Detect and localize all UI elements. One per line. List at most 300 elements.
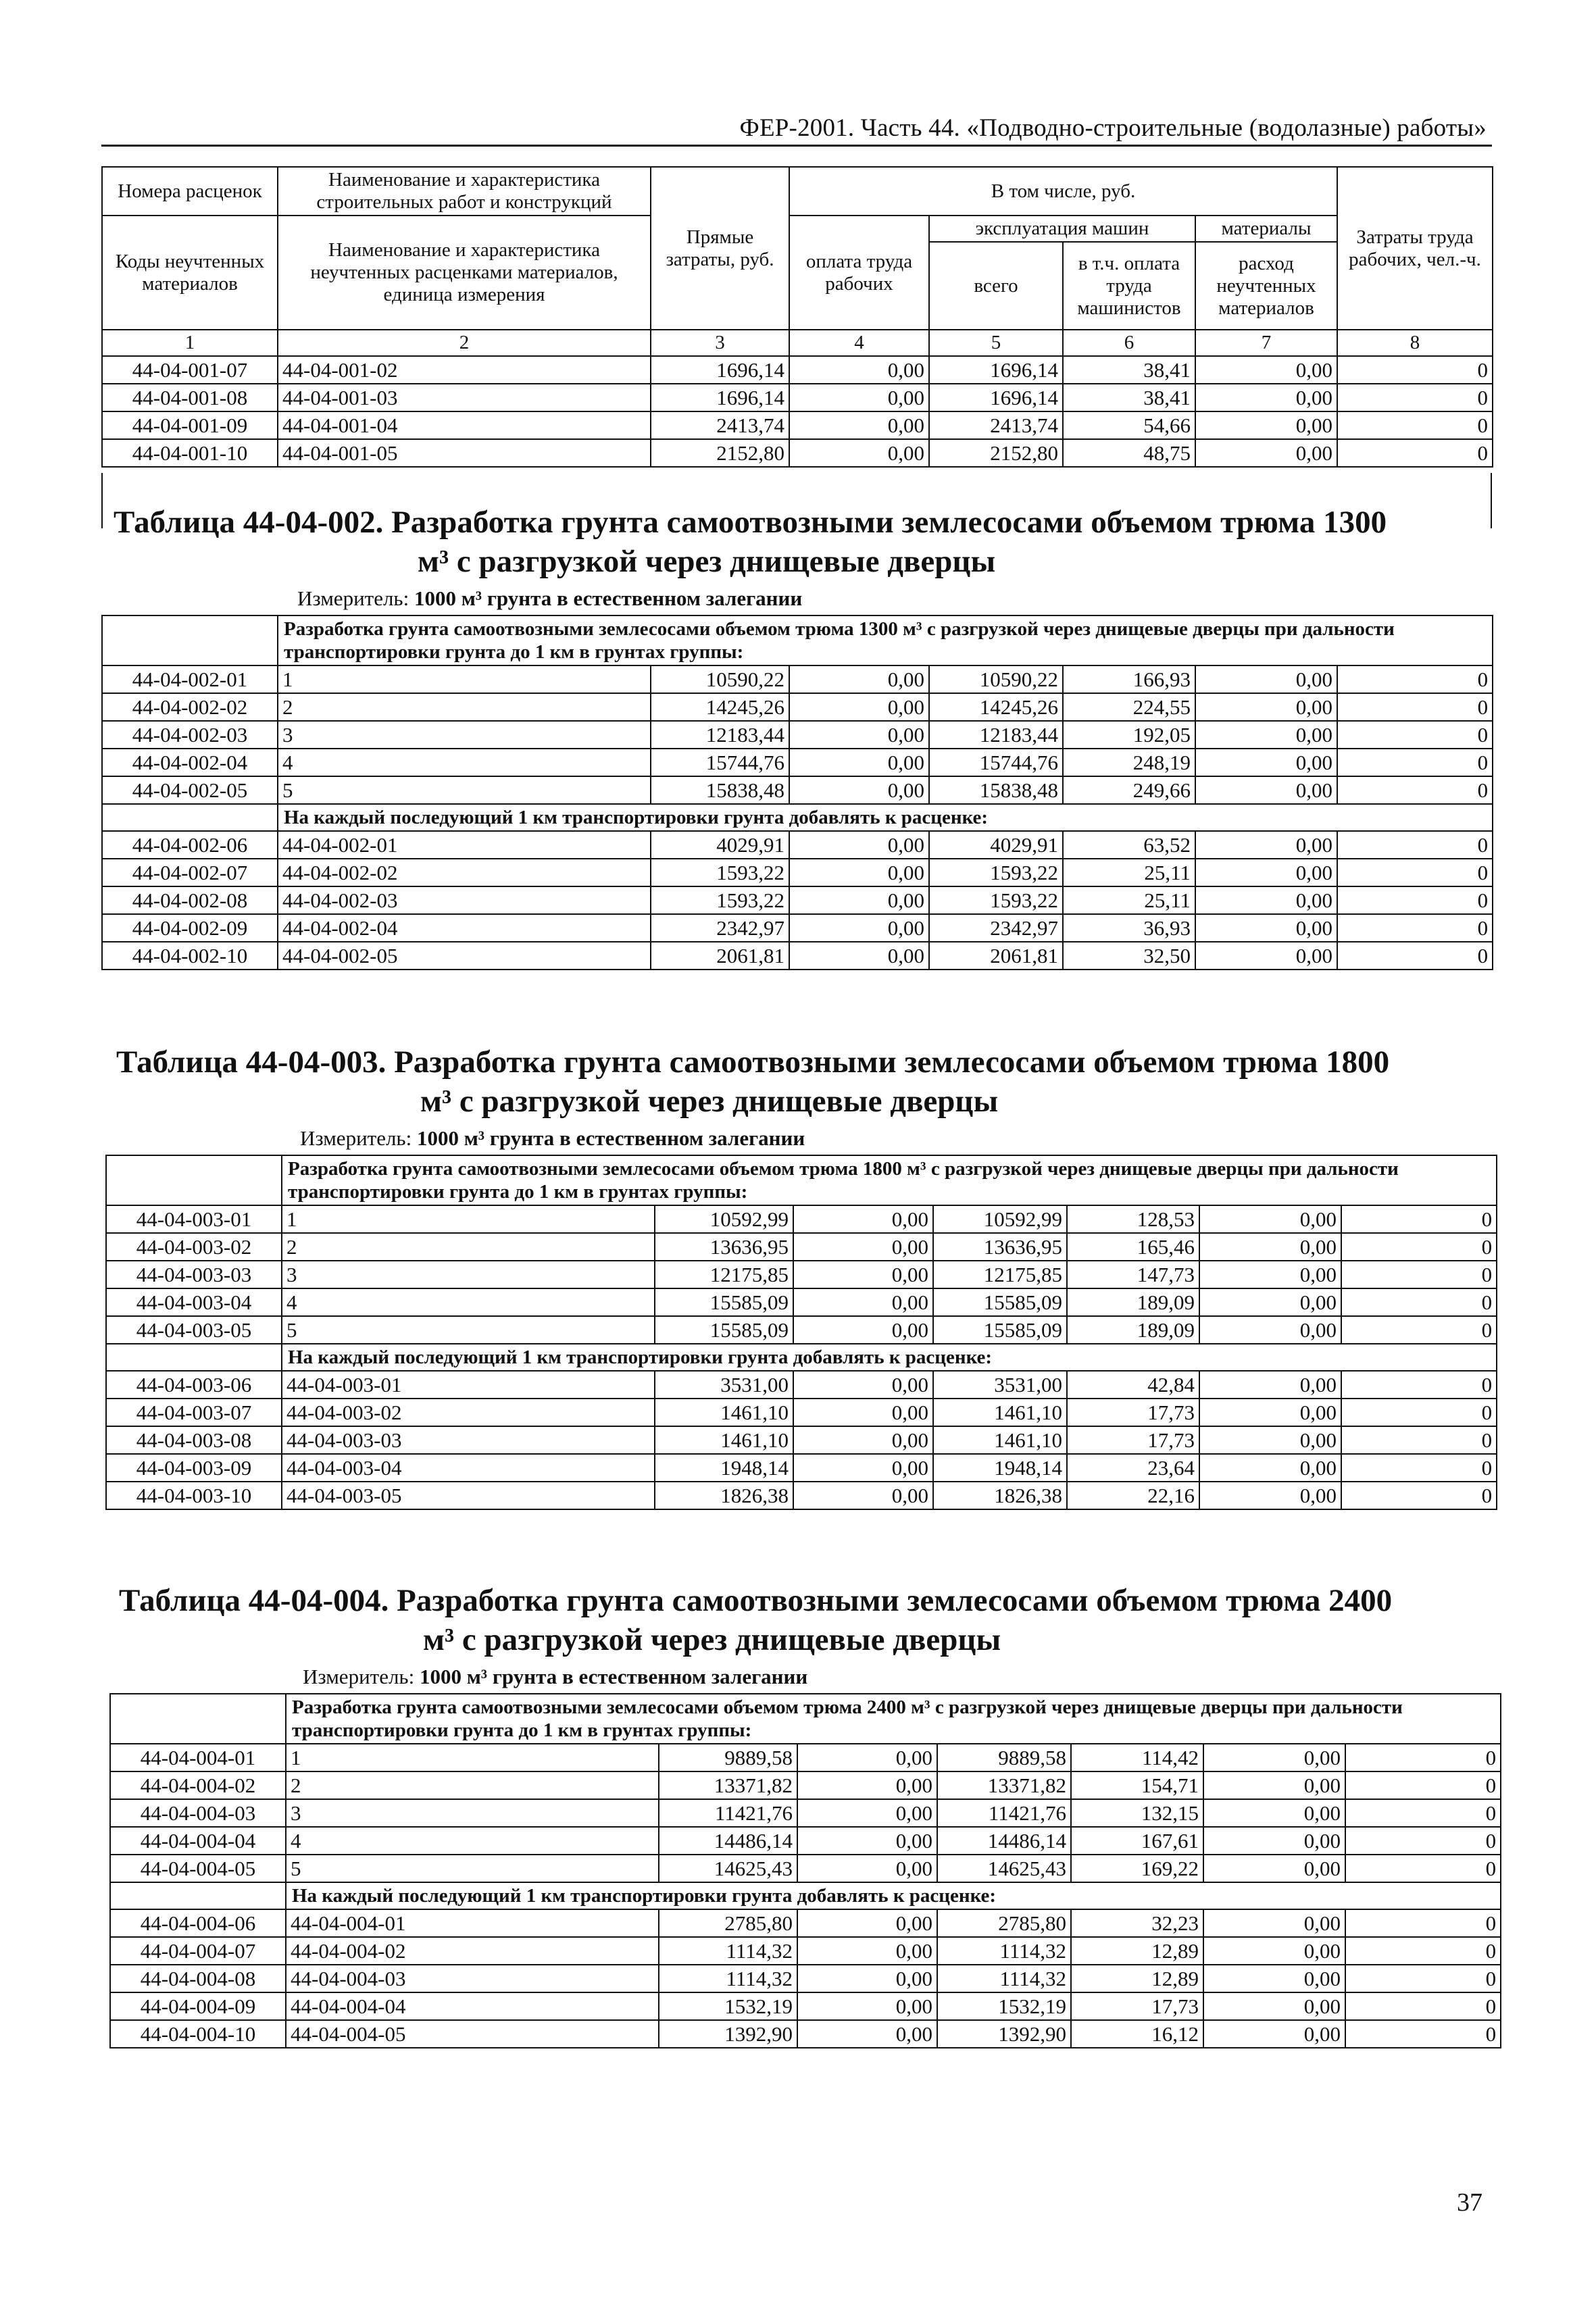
cost-value: 0 <box>1341 1316 1497 1344</box>
rate-code: 44-04-004-01 <box>110 1744 286 1771</box>
table-row <box>110 1771 1501 1799</box>
header-labor-hours: Затраты труда рабочих, чел.-ч. <box>1337 167 1493 330</box>
work-description: 44-04-004-03 <box>286 1965 659 1992</box>
column-number: 4 <box>789 330 929 356</box>
work-description: 2 <box>282 1233 655 1261</box>
cost-value: 0,00 <box>793 1399 933 1426</box>
rate-code: 44-04-003-06 <box>106 1371 282 1399</box>
rate-code: 44-04-001-07 <box>102 356 278 384</box>
rate-code: 44-04-004-09 <box>110 1992 286 2020</box>
cost-value: 1114,32 <box>937 1965 1071 1992</box>
rates-table-top <box>101 166 1493 468</box>
rates-table <box>109 1693 1501 2048</box>
cost-value: 2785,80 <box>937 1909 1071 1937</box>
cost-value: 1696,14 <box>929 384 1063 411</box>
table-subheading: Разработка грунта самоотвозными землесосами объемом трюма 1300 м³ с разгрузкой через днищевые дверцы при дальности транспортировки грунта до 1 км в грунтах группы: <box>278 615 1493 665</box>
cost-value: 4029,91 <box>651 831 789 859</box>
table-title-line1: Таблица 44-04-003. Разработка грунта самоотвозными землесосами объемом трюма 1800 <box>116 1045 1390 1080</box>
cost-value: 0 <box>1341 1371 1497 1399</box>
cost-value: 0 <box>1337 942 1493 970</box>
cost-value: 42,84 <box>1067 1371 1199 1399</box>
cost-value: 38,41 <box>1063 356 1195 384</box>
header-machines: эксплуатация машин <box>929 216 1195 242</box>
cost-value: 14486,14 <box>659 1827 797 1855</box>
cost-value: 169,22 <box>1071 1855 1203 1882</box>
work-description: 44-04-003-01 <box>282 1371 655 1399</box>
cost-value: 0 <box>1345 1909 1501 1937</box>
cost-value: 0,00 <box>789 859 929 886</box>
cost-value: 0,00 <box>797 1965 937 1992</box>
work-description: 1 <box>282 1205 655 1233</box>
table-row <box>102 665 1493 693</box>
rate-code: 44-04-004-02 <box>110 1771 286 1799</box>
rate-code: 44-04-004-05 <box>110 1855 286 1882</box>
cost-value: 1593,22 <box>651 859 789 886</box>
rate-code: 44-04-003-05 <box>106 1316 282 1344</box>
header-material-name: Наименование и характеристика неучтенных расценками материалов, единица измерения <box>278 216 651 330</box>
cost-value: 0 <box>1341 1482 1497 1509</box>
cost-value: 48,75 <box>1063 439 1195 467</box>
rate-code: 44-04-004-08 <box>110 1965 286 1992</box>
cost-value: 4029,91 <box>929 831 1063 859</box>
table-title-line2: м³ с разгрузкой через днищевые дверцы <box>418 544 996 579</box>
cost-value: 13371,82 <box>937 1771 1071 1799</box>
column-number: 1 <box>102 330 278 356</box>
cost-value: 0 <box>1345 1744 1501 1771</box>
rate-code: 44-04-001-09 <box>102 411 278 439</box>
cost-value: 17,73 <box>1067 1426 1199 1454</box>
empty-cell <box>102 615 278 665</box>
work-description: 4 <box>282 1288 655 1316</box>
cost-value: 63,52 <box>1063 831 1195 859</box>
cost-value: 32,50 <box>1063 942 1195 970</box>
cost-value: 0 <box>1337 831 1493 859</box>
measure-unit <box>303 1665 807 1689</box>
rate-code: 44-04-002-08 <box>102 886 278 914</box>
column-number: 5 <box>929 330 1063 356</box>
cost-value: 0,00 <box>1203 1855 1345 1882</box>
table-row <box>110 1965 1501 1992</box>
table-row <box>110 1799 1501 1827</box>
cost-value: 0 <box>1337 693 1493 721</box>
cost-value: 15585,09 <box>655 1316 793 1344</box>
cost-value: 10590,22 <box>651 665 789 693</box>
measure-value: 1000 м³ грунта в естественном залегании <box>419 1665 808 1688</box>
cost-value: 0,00 <box>789 693 929 721</box>
rate-code: 44-04-004-06 <box>110 1909 286 1937</box>
additional-km-heading: На каждый последующий 1 км транспортировки грунта добавлять к расценке: <box>286 1882 1501 1909</box>
table-row <box>106 1482 1497 1509</box>
cost-value: 2061,81 <box>651 942 789 970</box>
empty-cell <box>102 804 278 831</box>
table-row <box>102 439 1493 467</box>
cost-value: 0,00 <box>793 1316 933 1344</box>
cost-value: 10592,99 <box>655 1205 793 1233</box>
work-description: 44-04-002-04 <box>278 914 651 942</box>
cost-value: 114,42 <box>1071 1744 1203 1771</box>
cost-value: 12183,44 <box>929 721 1063 749</box>
empty-cell <box>110 1694 286 1744</box>
table-row <box>102 693 1493 721</box>
table-row <box>106 1233 1497 1261</box>
cost-value: 0,00 <box>1203 1799 1345 1827</box>
cost-value: 1826,38 <box>655 1482 793 1509</box>
cost-value: 0 <box>1345 2020 1501 2048</box>
cost-value: 10592,99 <box>933 1205 1067 1233</box>
cost-value: 0,00 <box>793 1288 933 1316</box>
cost-value: 13636,95 <box>933 1233 1067 1261</box>
cost-value: 0,00 <box>797 1909 937 1937</box>
cost-value: 0,00 <box>793 1233 933 1261</box>
cost-value: 15585,09 <box>933 1316 1067 1344</box>
work-description: 44-04-002-03 <box>278 886 651 914</box>
rate-code: 44-04-001-10 <box>102 439 278 467</box>
cost-value: 0 <box>1337 411 1493 439</box>
cost-value: 23,64 <box>1067 1454 1199 1482</box>
header-rule <box>101 145 1492 147</box>
work-description: 5 <box>282 1316 655 1344</box>
work-description: 44-04-001-02 <box>278 356 651 384</box>
cost-value: 1392,90 <box>659 2020 797 2048</box>
cost-value: 0 <box>1341 1261 1497 1288</box>
measure-value: 1000 м³ грунта в естественном залегании <box>416 1126 805 1150</box>
table-row <box>110 1744 1501 1771</box>
cost-value: 1461,10 <box>655 1426 793 1454</box>
cost-value: 0,00 <box>1203 2020 1345 2048</box>
cost-value: 14245,26 <box>651 693 789 721</box>
cost-value: 13371,82 <box>659 1771 797 1799</box>
rate-code: 44-04-004-10 <box>110 2020 286 2048</box>
table-row <box>102 749 1493 776</box>
cost-value: 0,00 <box>1199 1399 1341 1426</box>
cost-value: 0 <box>1337 886 1493 914</box>
page-number: 37 <box>1457 2188 1482 2217</box>
cost-value: 2152,80 <box>929 439 1063 467</box>
cost-value: 0,00 <box>1195 721 1337 749</box>
cost-value: 0,00 <box>1199 1261 1341 1288</box>
cost-value: 13636,95 <box>655 1233 793 1261</box>
cost-value: 14486,14 <box>937 1827 1071 1855</box>
cost-value: 16,12 <box>1071 2020 1203 2048</box>
cost-value: 132,15 <box>1071 1799 1203 1827</box>
rates-table <box>101 615 1493 970</box>
cost-value: 15744,76 <box>929 749 1063 776</box>
table-title-line2: м³ с разгрузкой через днищевые дверцы <box>423 1622 1001 1657</box>
work-description: 2 <box>278 693 651 721</box>
cost-value: 14625,43 <box>659 1855 797 1882</box>
column-number: 7 <box>1195 330 1337 356</box>
additional-km-heading: На каждый последующий 1 км транспортировки грунта добавлять к расценке: <box>282 1344 1497 1371</box>
cost-value: 249,66 <box>1063 776 1195 804</box>
cost-value: 0 <box>1341 1205 1497 1233</box>
cost-value: 0,00 <box>793 1205 933 1233</box>
rate-code: 44-04-003-10 <box>106 1482 282 1509</box>
cost-value: 0,00 <box>797 1771 937 1799</box>
cost-value: 1114,32 <box>937 1937 1071 1965</box>
cost-value: 154,71 <box>1071 1771 1203 1799</box>
cost-value: 0 <box>1337 859 1493 886</box>
rate-code: 44-04-002-05 <box>102 776 278 804</box>
rate-code: 44-04-003-02 <box>106 1233 282 1261</box>
work-description: 3 <box>286 1799 659 1827</box>
cost-value: 1593,22 <box>929 859 1063 886</box>
cost-value: 12175,85 <box>933 1261 1067 1288</box>
work-description: 44-04-001-03 <box>278 384 651 411</box>
cost-value: 0,00 <box>1195 411 1337 439</box>
cost-value: 32,23 <box>1071 1909 1203 1937</box>
cost-value: 9889,58 <box>659 1744 797 1771</box>
table-title <box>116 1042 1389 1121</box>
rate-code: 44-04-002-10 <box>102 942 278 970</box>
cost-value: 0,00 <box>1203 1992 1345 2020</box>
cost-value: 0 <box>1341 1399 1497 1426</box>
work-description: 44-04-002-02 <box>278 859 651 886</box>
table-row <box>106 1426 1497 1454</box>
cost-value: 1696,14 <box>651 384 789 411</box>
cost-value: 0 <box>1337 721 1493 749</box>
work-description: 1 <box>286 1744 659 1771</box>
rate-code: 44-04-002-02 <box>102 693 278 721</box>
cost-value: 2342,97 <box>929 914 1063 942</box>
cost-value: 36,93 <box>1063 914 1195 942</box>
work-description: 44-04-003-03 <box>282 1426 655 1454</box>
cost-value: 0,00 <box>793 1261 933 1288</box>
additional-km-heading: На каждый последующий 1 км транспортировки грунта добавлять к расценке: <box>278 804 1493 831</box>
cost-value: 128,53 <box>1067 1205 1199 1233</box>
work-description: 44-04-001-04 <box>278 411 651 439</box>
cost-value: 0,00 <box>1199 1482 1341 1509</box>
column-number: 3 <box>651 330 789 356</box>
cost-value: 0,00 <box>1199 1454 1341 1482</box>
cost-value: 14625,43 <box>937 1855 1071 1882</box>
cost-value: 0,00 <box>1203 1744 1345 1771</box>
column-number: 2 <box>278 330 651 356</box>
cost-value: 1593,22 <box>929 886 1063 914</box>
empty-cell <box>110 1882 286 1909</box>
table-row <box>102 356 1493 384</box>
work-description: 4 <box>286 1827 659 1855</box>
cost-value: 0,00 <box>1199 1288 1341 1316</box>
cost-value: 1948,14 <box>655 1454 793 1482</box>
cost-value: 0,00 <box>793 1482 933 1509</box>
rate-code: 44-04-001-08 <box>102 384 278 411</box>
cost-value: 0,00 <box>1199 1233 1341 1261</box>
cost-value: 189,09 <box>1067 1288 1199 1316</box>
cost-value: 0,00 <box>797 1855 937 1882</box>
table-row <box>106 1261 1497 1288</box>
cost-value: 3531,00 <box>933 1371 1067 1399</box>
rate-code: 44-04-003-04 <box>106 1288 282 1316</box>
cost-value: 0,00 <box>1195 665 1337 693</box>
cost-value: 0,00 <box>1203 1937 1345 1965</box>
cost-value: 0 <box>1345 1937 1501 1965</box>
cost-value: 0,00 <box>1199 1205 1341 1233</box>
cost-value: 166,93 <box>1063 665 1195 693</box>
cost-value: 2152,80 <box>651 439 789 467</box>
table-row <box>102 831 1493 859</box>
work-description: 44-04-004-01 <box>286 1909 659 1937</box>
cost-value: 11421,76 <box>937 1799 1071 1827</box>
rate-code: 44-04-002-01 <box>102 665 278 693</box>
cost-value: 0,00 <box>797 1827 937 1855</box>
cost-value: 0 <box>1345 1827 1501 1855</box>
cost-value: 0,00 <box>1203 1965 1345 1992</box>
table-row <box>102 776 1493 804</box>
cost-value: 25,11 <box>1063 886 1195 914</box>
cost-value: 1114,32 <box>659 1937 797 1965</box>
cost-value: 0,00 <box>1203 1771 1345 1799</box>
table-title-line1: Таблица 44-04-004. Разработка грунта самоотвозными землесосами объемом трюма 2400 <box>119 1583 1393 1618</box>
cost-value: 1461,10 <box>933 1426 1067 1454</box>
work-description: 1 <box>278 665 651 693</box>
work-description: 5 <box>286 1855 659 1882</box>
rate-code: 44-04-002-07 <box>102 859 278 886</box>
cost-value: 1114,32 <box>659 1965 797 1992</box>
table-row <box>106 1399 1497 1426</box>
cost-value: 0 <box>1337 665 1493 693</box>
cost-value: 54,66 <box>1063 411 1195 439</box>
work-description: 44-04-003-04 <box>282 1454 655 1482</box>
cost-value: 38,41 <box>1063 384 1195 411</box>
table-row <box>110 1992 1501 2020</box>
cost-value: 0 <box>1345 1771 1501 1799</box>
rate-code: 44-04-002-09 <box>102 914 278 942</box>
cost-value: 0,00 <box>789 721 929 749</box>
work-description: 44-04-004-02 <box>286 1937 659 1965</box>
table-row <box>106 1371 1497 1399</box>
work-description: 44-04-002-05 <box>278 942 651 970</box>
cost-value: 1696,14 <box>929 356 1063 384</box>
header-direct-costs: Прямые затраты, руб. <box>651 167 789 330</box>
cost-value: 0,00 <box>789 356 929 384</box>
cost-value: 1532,19 <box>937 1992 1071 2020</box>
header-material-codes: Коды неучтенных материалов <box>102 216 278 330</box>
cost-value: 15585,09 <box>655 1288 793 1316</box>
cost-value: 1461,10 <box>655 1399 793 1426</box>
work-description: 3 <box>278 721 651 749</box>
cost-value: 0 <box>1337 914 1493 942</box>
column-number: 8 <box>1337 330 1493 356</box>
cost-value: 0 <box>1345 1965 1501 1992</box>
work-description: 4 <box>278 749 651 776</box>
header-rate-numbers: Номера расценок <box>102 167 278 216</box>
cost-value: 0,00 <box>793 1371 933 1399</box>
header-machines-total: всего <box>929 242 1063 330</box>
cost-value: 0,00 <box>789 384 929 411</box>
table-row <box>110 1855 1501 1882</box>
cost-value: 0,00 <box>797 1744 937 1771</box>
cost-value: 1826,38 <box>933 1482 1067 1509</box>
table-row <box>102 721 1493 749</box>
cost-value: 0,00 <box>789 439 929 467</box>
cost-value: 0 <box>1341 1426 1497 1454</box>
cost-value: 248,19 <box>1063 749 1195 776</box>
table-subheading: Разработка грунта самоотвозными землесосами объемом трюма 1800 м³ с разгрузкой через днищевые дверцы при дальности транспортировки грунта до 1 км в грунтах группы: <box>282 1155 1497 1205</box>
cost-value: 1461,10 <box>933 1399 1067 1426</box>
cost-value: 0,00 <box>789 665 929 693</box>
rate-code: 44-04-003-09 <box>106 1454 282 1482</box>
table-row <box>102 859 1493 886</box>
table-title <box>119 1581 1392 1659</box>
measure-value: 1000 м³ грунта в естественном залегании <box>414 586 803 610</box>
rate-code: 44-04-002-06 <box>102 831 278 859</box>
table-row <box>110 2020 1501 2048</box>
work-description: 2 <box>286 1771 659 1799</box>
cost-value: 0 <box>1341 1454 1497 1482</box>
cost-value: 0,00 <box>789 831 929 859</box>
cost-value: 15585,09 <box>933 1288 1067 1316</box>
cost-value: 0,00 <box>789 886 929 914</box>
table-row <box>102 411 1493 439</box>
rate-code: 44-04-003-01 <box>106 1205 282 1233</box>
cost-value: 0 <box>1345 1799 1501 1827</box>
measure-label: Измеритель: <box>303 1665 415 1688</box>
cost-value: 189,09 <box>1067 1316 1199 1344</box>
measure-unit <box>297 586 802 611</box>
cost-value: 0,00 <box>1195 356 1337 384</box>
cost-value: 167,61 <box>1071 1827 1203 1855</box>
column-number: 6 <box>1063 330 1195 356</box>
cost-value: 0,00 <box>1203 1909 1345 1937</box>
work-description: 44-04-003-02 <box>282 1399 655 1426</box>
cost-value: 0,00 <box>789 914 929 942</box>
table-row <box>106 1454 1497 1482</box>
cost-value: 12,89 <box>1071 1965 1203 1992</box>
cost-value: 0 <box>1337 384 1493 411</box>
cost-value: 1948,14 <box>933 1454 1067 1482</box>
cost-value: 10590,22 <box>929 665 1063 693</box>
table-row <box>102 914 1493 942</box>
cost-value: 0 <box>1341 1233 1497 1261</box>
cost-value: 2413,74 <box>929 411 1063 439</box>
cost-value: 2342,97 <box>651 914 789 942</box>
cost-value: 1696,14 <box>651 356 789 384</box>
cost-value: 0 <box>1345 1855 1501 1882</box>
running-head: ФЕР-2001. Часть 44. «Подводно-строительные (водолазные) работы» <box>739 114 1487 142</box>
header-including-group: В том числе, руб. <box>789 167 1337 216</box>
cost-value: 12,89 <box>1071 1937 1203 1965</box>
cost-value: 3531,00 <box>655 1371 793 1399</box>
cost-value: 0,00 <box>1199 1371 1341 1399</box>
cost-value: 0,00 <box>797 2020 937 2048</box>
work-description: 44-04-004-04 <box>286 1992 659 2020</box>
cost-value: 9889,58 <box>937 1744 1071 1771</box>
table-row <box>110 1827 1501 1855</box>
cost-value: 15838,48 <box>651 776 789 804</box>
work-description: 44-04-004-05 <box>286 2020 659 2048</box>
cost-value: 17,73 <box>1067 1399 1199 1426</box>
cost-value: 0,00 <box>1195 886 1337 914</box>
cost-value: 0,00 <box>797 1992 937 2020</box>
header-machinist-pay: в т.ч. оплата труда машинистов <box>1063 242 1195 330</box>
cost-value: 2413,74 <box>651 411 789 439</box>
table-row <box>106 1205 1497 1233</box>
table-row <box>106 1316 1497 1344</box>
table-row <box>110 1909 1501 1937</box>
cost-value: 0,00 <box>793 1454 933 1482</box>
cost-value: 12175,85 <box>655 1261 793 1288</box>
header-materials: материалы <box>1195 216 1337 242</box>
table-row <box>102 384 1493 411</box>
cost-value: 0,00 <box>1199 1316 1341 1344</box>
cost-value: 22,16 <box>1067 1482 1199 1509</box>
measure-label: Измеритель: <box>300 1126 412 1150</box>
cost-value: 0,00 <box>1195 831 1337 859</box>
cost-value: 0,00 <box>789 411 929 439</box>
work-description: 44-04-002-01 <box>278 831 651 859</box>
cost-value: 0,00 <box>1195 439 1337 467</box>
measure-label: Измеритель: <box>297 586 409 610</box>
